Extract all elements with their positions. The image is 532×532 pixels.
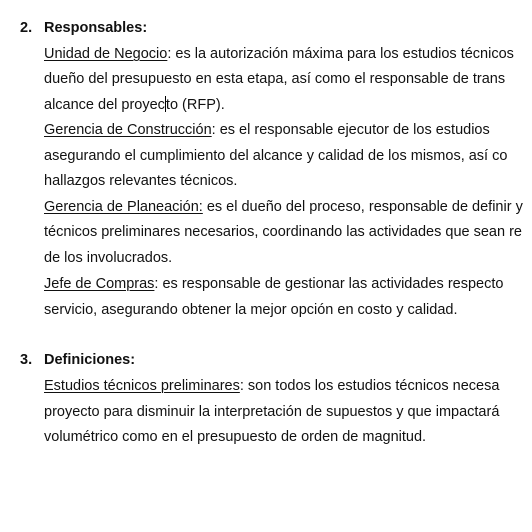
- line-text: técnicos preliminares necesarios, coordinando las actividades que sean re: [44, 224, 522, 240]
- line-text: asegurando el cumplimiento del alcance y calidad de los mismos, así co: [44, 148, 508, 164]
- paragraph-line: [44, 221, 522, 243]
- section-heading-responsables: [20, 17, 147, 39]
- paragraph-line: [44, 299, 458, 321]
- section-number: 3.: [20, 352, 33, 368]
- defined-term: Gerencia de Planeación:: [44, 199, 203, 215]
- paragraph-line: [44, 43, 514, 65]
- paragraph-line: [44, 119, 490, 141]
- line-text: es el dueño del proceso, responsable de definir y: [202, 199, 523, 215]
- paragraph-line: [44, 401, 499, 423]
- paragraph-line: [44, 145, 507, 167]
- line-text: proyecto para disminuir la interpretación de supuestos y que impactará: [44, 404, 500, 420]
- paragraph-line: [44, 273, 503, 295]
- section-number: 2.: [20, 20, 33, 36]
- line-text: : es el responsable ejecutor de los estudios: [211, 122, 490, 138]
- line-text: : es responsable de gestionar las actividades respecto: [154, 276, 504, 292]
- line-text: servicio, asegurando obtener la mejor opción en costo y calidad.: [44, 302, 458, 318]
- line-text: volumétrico como en el presupuesto de orden de magnitud.: [44, 429, 427, 445]
- line-text: hallazgos relevantes técnicos.: [44, 173, 238, 189]
- section-title: Responsables:: [44, 20, 148, 36]
- line-text: dueño del presupuesto en esta etapa, así como el responsable de trans: [44, 71, 506, 87]
- paragraph-line: [44, 196, 523, 218]
- line-text: to (RFP).: [165, 97, 225, 113]
- line-text: alcance del proyec: [44, 97, 165, 113]
- paragraph-line: [44, 94, 225, 116]
- defined-term: Gerencia de Construcción: [44, 122, 212, 138]
- line-text: : son todos los estudios técnicos necesa: [239, 378, 500, 394]
- defined-term: Estudios técnicos preliminares: [44, 378, 240, 394]
- paragraph-line: [44, 68, 505, 90]
- line-text: de los involucrados.: [44, 250, 173, 266]
- line-text: : es la autorización máxima para los estudios técnicos: [167, 46, 514, 62]
- paragraph-line: [44, 247, 172, 269]
- section-title: Definiciones:: [44, 352, 136, 368]
- paragraph-line: [44, 170, 237, 192]
- defined-term: Jefe de Compras: [44, 276, 155, 292]
- defined-term: Unidad de Negocio: [44, 46, 168, 62]
- paragraph-line: [44, 426, 426, 448]
- section-heading-definiciones: [20, 349, 135, 371]
- paragraph-line: [44, 375, 499, 397]
